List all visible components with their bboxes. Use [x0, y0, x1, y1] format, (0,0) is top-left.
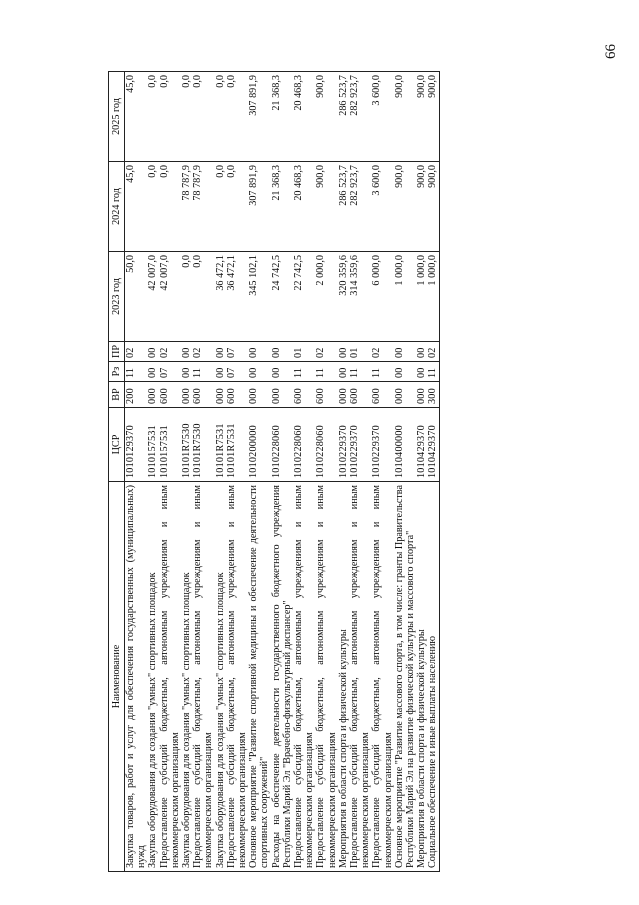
row-pr: 00 [147, 342, 158, 362]
row-2025: 0,0 [181, 72, 192, 162]
row-vr: 300 [427, 382, 439, 408]
row-csr: 1010228060 [293, 408, 315, 482]
row-2024: 282 923,7 [349, 162, 371, 252]
row-2023: 50,0 [125, 252, 148, 342]
row-pr: 02 [159, 342, 181, 362]
row-rz: 11 [371, 362, 393, 382]
row-csr: 1010129370 [125, 408, 148, 482]
row-2023: 1 000,0 [427, 252, 439, 342]
row-rz: 11 [315, 362, 337, 382]
budget-table [108, 71, 440, 872]
row-rz: 00 [271, 362, 293, 382]
row-pr: 00 [271, 342, 293, 362]
row-rz: 00 [394, 362, 416, 382]
row-pr: 00 [416, 342, 427, 362]
row-rz: 07 [226, 362, 248, 382]
table-row [394, 72, 416, 872]
header-rz: Рз [109, 362, 125, 382]
header-2023: 2023 год [109, 252, 125, 342]
row-2023: 36 472,1 [215, 252, 226, 342]
row-pr: 02 [315, 342, 337, 362]
row-2024: 20 468,3 [293, 162, 315, 252]
row-2024: 0,0 [159, 162, 181, 252]
row-2023: 22 742,5 [293, 252, 315, 342]
row-csr: 10101R7530 [181, 408, 192, 482]
row-csr: 1010429370 [427, 408, 439, 482]
row-name: Предоставление субсидий бюджетным, автономным учреждениям и иным некоммерческим организациям [293, 482, 315, 872]
table-row [125, 72, 148, 872]
row-name: Предоставление субсидий бюджетным, автономным учреждениям и иным некоммерческим организациям [315, 482, 337, 872]
row-pr: 00 [338, 342, 349, 362]
table-row [147, 72, 158, 872]
row-rz: 11 [293, 362, 315, 382]
row-name: Мероприятия в области спорта и физической культуры [338, 482, 349, 872]
row-2024: 286 523,7 [338, 162, 349, 252]
row-2023: 36 472,1 [226, 252, 248, 342]
row-name: Закупка оборудования для создания "умных" спортивных площадок [215, 482, 226, 872]
row-pr: 00 [215, 342, 226, 362]
rotated-page-content [108, 72, 538, 872]
row-pr: 07 [226, 342, 248, 362]
row-csr: 1010229370 [349, 408, 371, 482]
row-name: Предоставление субсидий бюджетным, автономным учреждениям и иным некоммерческим организациям [192, 482, 214, 872]
row-rz: 11 [427, 362, 439, 382]
row-2025: 3 600,0 [371, 72, 393, 162]
row-2023: 6 000,0 [371, 252, 393, 342]
row-vr: 600 [371, 382, 393, 408]
row-2023: 0,0 [181, 252, 192, 342]
row-csr: 1010157531 [147, 408, 158, 482]
row-2025: 0,0 [159, 72, 181, 162]
row-name: Предоставление субсидий бюджетным, автономным учреждениям и иным некоммерческим организациям [349, 482, 371, 872]
row-2025: 0,0 [226, 72, 248, 162]
row-pr: 02 [125, 342, 148, 362]
header-vr: ВР [109, 382, 125, 408]
row-rz: 00 [338, 362, 349, 382]
row-name: Основное мероприятие "Развитие массового спорта, в том числе: гранты Правительства Республики Марий Эл на развитие физической культуры и массового спорта" [394, 482, 416, 872]
row-vr: 000 [147, 382, 158, 408]
row-csr: 1010400000 [394, 408, 416, 482]
row-2025: 307 891,9 [248, 72, 270, 162]
row-2025: 286 523,7 [338, 72, 349, 162]
row-name: Расходы на обеспечение деятельности государственного бюджетного учреждения Республики Марий Эл "Врачебно-физкультурный диспансер" [271, 482, 293, 872]
table-row [427, 72, 439, 872]
row-vr: 000 [271, 382, 293, 408]
row-pr: 00 [181, 342, 192, 362]
row-vr: 600 [192, 382, 214, 408]
row-2025: 0,0 [192, 72, 214, 162]
row-rz: 00 [248, 362, 270, 382]
row-2024: 78 787,9 [192, 162, 214, 252]
row-vr: 600 [349, 382, 371, 408]
header-csr: ЦСР [109, 408, 125, 482]
row-2024: 900,0 [427, 162, 439, 252]
row-2023: 42 007,0 [159, 252, 181, 342]
table-row [338, 72, 349, 872]
table-row [248, 72, 270, 872]
row-vr: 000 [338, 382, 349, 408]
row-csr: 1010229370 [338, 408, 349, 482]
table-row [293, 72, 315, 872]
table-row [181, 72, 192, 872]
row-pr: 02 [371, 342, 393, 362]
row-name: Предоставление субсидий бюджетным, автономным учреждениям и иным некоммерческим организациям [159, 482, 181, 872]
row-2024: 0,0 [215, 162, 226, 252]
table-row [226, 72, 248, 872]
table-row [271, 72, 293, 872]
row-pr: 01 [293, 342, 315, 362]
row-2023: 0,0 [192, 252, 214, 342]
row-2024: 3 600,0 [371, 162, 393, 252]
row-vr: 600 [293, 382, 315, 408]
row-name: Мероприятия в области спорта и физической культуры [416, 482, 427, 872]
row-2023: 314 359,6 [349, 252, 371, 342]
row-rz: 11 [349, 362, 371, 382]
row-rz: 00 [147, 362, 158, 382]
row-rz: 00 [416, 362, 427, 382]
table-row [215, 72, 226, 872]
row-2023: 320 359,6 [338, 252, 349, 342]
row-pr: 02 [192, 342, 214, 362]
row-2025: 282 923,7 [349, 72, 371, 162]
row-csr: 1010229370 [371, 408, 393, 482]
row-csr: 10101R7530 [192, 408, 214, 482]
row-2025: 0,0 [147, 72, 158, 162]
row-2025: 21 368,3 [271, 72, 293, 162]
row-rz: 00 [215, 362, 226, 382]
row-vr: 600 [159, 382, 181, 408]
row-2023: 42 007,0 [147, 252, 158, 342]
row-vr: 000 [215, 382, 226, 408]
row-name: Предоставление субсидий бюджетным, автономным учреждениям и иным некоммерческим организациям [226, 482, 248, 872]
table-row [371, 72, 393, 872]
row-pr: 00 [394, 342, 416, 362]
row-vr: 000 [248, 382, 270, 408]
header-2025: 2025 год [109, 72, 125, 162]
row-vr: 000 [416, 382, 427, 408]
row-rz: 11 [125, 362, 148, 382]
row-csr: 1010157531 [159, 408, 181, 482]
header-name: Наименование [109, 482, 125, 872]
row-2024: 0,0 [226, 162, 248, 252]
row-pr: 02 [427, 342, 439, 362]
row-2025: 0,0 [215, 72, 226, 162]
row-2023: 24 742,5 [271, 252, 293, 342]
row-name: Закупка оборудования для создания "умных" спортивных площадок [181, 482, 192, 872]
table-header-row [109, 72, 125, 872]
row-name: Основное мероприятие "Развитие спортивной медицины и обеспечение деятельности спортивных сооружений" [248, 482, 270, 872]
row-2025: 900,0 [394, 72, 416, 162]
row-rz: 00 [181, 362, 192, 382]
row-pr: 00 [248, 342, 270, 362]
row-csr: 1010228060 [271, 408, 293, 482]
row-2024: 78 787,9 [181, 162, 192, 252]
table-row [416, 72, 427, 872]
row-name: Предоставление субсидий бюджетным, автономным учреждениям и иным некоммерческим организациям [371, 482, 393, 872]
row-2023: 1 000,0 [416, 252, 427, 342]
row-2024: 900,0 [416, 162, 427, 252]
row-csr: 10101R7531 [226, 408, 248, 482]
row-2025: 900,0 [416, 72, 427, 162]
row-name: Социальное обеспечение и иные выплаты населению [427, 482, 439, 872]
row-pr: 01 [349, 342, 371, 362]
row-2025: 900,0 [427, 72, 439, 162]
row-2025: 20 468,3 [293, 72, 315, 162]
row-2024: 0,0 [147, 162, 158, 252]
row-2024: 900,0 [315, 162, 337, 252]
header-pr: ПР [109, 342, 125, 362]
header-2024: 2024 год [109, 162, 125, 252]
table-row [192, 72, 214, 872]
row-vr: 600 [226, 382, 248, 408]
row-2023: 1 000,0 [394, 252, 416, 342]
row-vr: 200 [125, 382, 148, 408]
row-vr: 600 [315, 382, 337, 408]
table-row [159, 72, 181, 872]
row-csr: 10101R7531 [215, 408, 226, 482]
row-2024: 900,0 [394, 162, 416, 252]
row-2024: 307 891,9 [248, 162, 270, 252]
row-name: Закупка оборудования для создания "умных" спортивных площадок [147, 482, 158, 872]
row-2024: 21 368,3 [271, 162, 293, 252]
row-csr: 1010228060 [315, 408, 337, 482]
table-row [349, 72, 371, 872]
row-csr: 1010429370 [416, 408, 427, 482]
row-2025: 45,0 [125, 72, 148, 162]
row-name: Закупка товаров, работ и услуг для обеспечения государственных (муниципальных) нужд [125, 482, 148, 872]
table-row [315, 72, 337, 872]
row-vr: 000 [181, 382, 192, 408]
row-2025: 900,0 [315, 72, 337, 162]
row-2023: 2 000,0 [315, 252, 337, 342]
row-rz: 07 [159, 362, 181, 382]
row-csr: 1010200000 [248, 408, 270, 482]
row-2023: 345 102,1 [248, 252, 270, 342]
page-number: 66 [603, 44, 619, 59]
row-rz: 11 [192, 362, 214, 382]
row-vr: 000 [394, 382, 416, 408]
row-2024: 45,0 [125, 162, 148, 252]
